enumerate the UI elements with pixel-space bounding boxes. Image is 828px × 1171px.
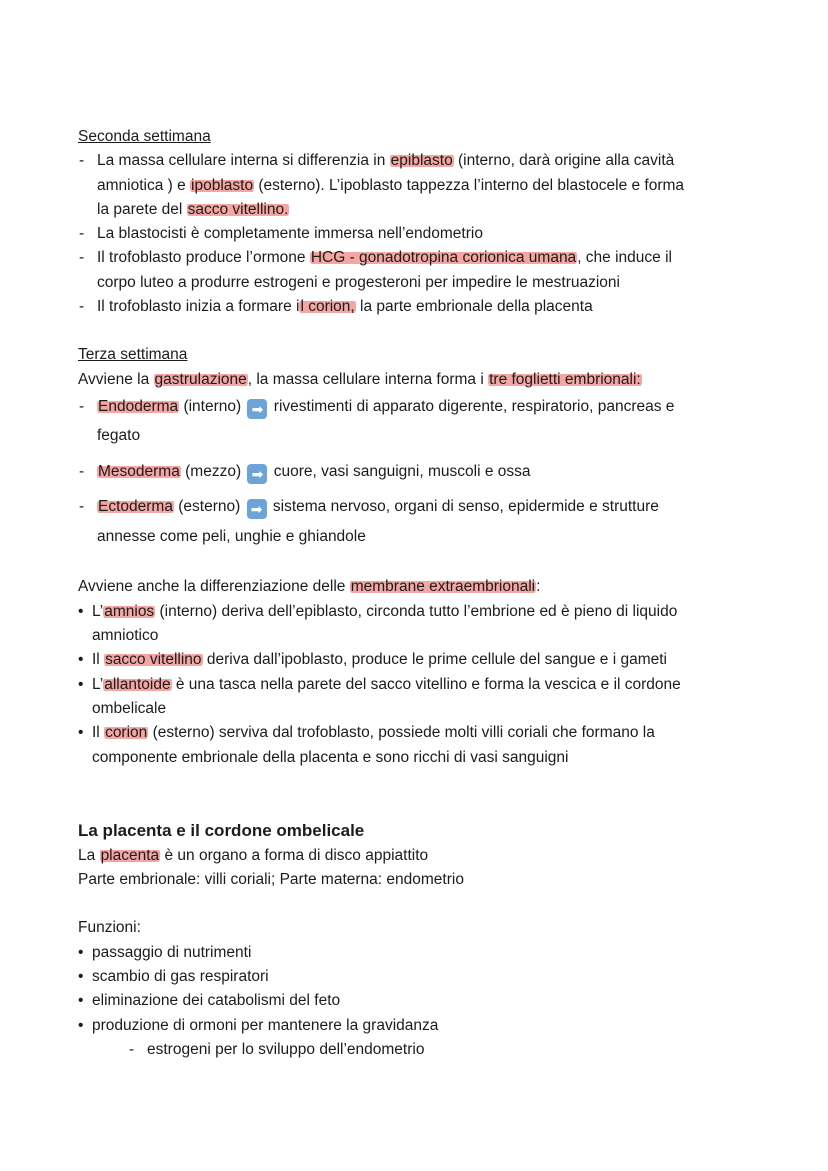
list-item-mesoderma: - Mesoderma (mezzo) ➡ cuore, vasi sanguigni, muscoli e ossa bbox=[79, 462, 531, 482]
highlight: HCG - gonadotropina corionica umana bbox=[310, 249, 577, 267]
document-page bbox=[78, 125, 758, 1062]
section-title-seconda-settimana: Seconda settimana bbox=[78, 128, 211, 145]
list-item: • Il sacco vitellino deriva dall’ipoblasto, produce le prime cellule del sangue e i gameti bbox=[78, 651, 667, 669]
highlight: membrane extraembrionali bbox=[350, 578, 536, 596]
list-item: • eliminazione dei catabolismi del feto bbox=[78, 992, 341, 1010]
highlight: corion bbox=[105, 724, 148, 742]
list-item: • L’amnios (interno) deriva dell’epiblasto, circonda tutto l’embrione ed è pieno di liquido amniotico bbox=[78, 602, 678, 645]
section-title-placenta: La placenta e il cordone ombelicale bbox=[78, 820, 365, 840]
list-item: - La blastocisti è completamente immersa nell’endometrio bbox=[79, 225, 483, 243]
highlight: l corion, bbox=[300, 298, 355, 316]
highlight: allantoide bbox=[104, 675, 171, 693]
list-item: • Il corion (esterno) serviva dal trofoblasto, possiede molti villi coriali che formano la componente embrionale della placenta e sono ricchi di vasi sanguigni bbox=[78, 724, 655, 766]
paragraph: Avviene la gastrulazione, la massa cellulare interna forma i tre foglietti embrionali: bbox=[78, 370, 641, 388]
right-arrow-icon: ➡ bbox=[247, 399, 267, 419]
right-arrow-icon: ➡ bbox=[247, 464, 267, 484]
list-item: - Il trofoblasto produce l’ormone HCG - gonadotropina corionica umana, che induce il corpo luteo a produrre estrogeni e progesteroni per impedire le mestruazioni bbox=[79, 249, 672, 291]
list-item-ectoderma: - Ectoderma (esterno) ➡ sistema nervoso, organi di senso, epidermide e strutture annesse come peli, unghie e ghiandole bbox=[79, 498, 659, 545]
list-item: • L’allantoide è una tasca nella parete del sacco vitellino e forma la vescica e il cordone ombelicale bbox=[78, 675, 681, 717]
paragraph: La placenta è un organo a forma di disco appiattito bbox=[78, 846, 429, 864]
list-item-endoderma: - Endoderma (interno) ➡ rivestimenti di apparato digerente, respiratorio, pancreas e fegato bbox=[79, 397, 675, 445]
paragraph: Avviene anche la differenziazione delle membrane extraembrionali: bbox=[78, 578, 541, 596]
section-title-terza-settimana: Terza settimana bbox=[78, 346, 188, 364]
highlight: Mesoderma bbox=[98, 462, 180, 480]
paragraph: Parte embrionale: villi coriali; Parte materna: endometrio bbox=[78, 871, 464, 889]
highlight: tre foglietti embrionali: bbox=[489, 370, 641, 388]
highlight: sacco vitellino. bbox=[187, 200, 289, 218]
list-item: • scambio di gas respiratori bbox=[78, 968, 269, 986]
highlight: gastrulazione bbox=[154, 370, 247, 388]
highlight: amnios bbox=[104, 602, 155, 620]
list-item: • produzione di ormoni per mantenere la gravidanza bbox=[78, 1016, 439, 1034]
highlight: ipoblasto bbox=[191, 176, 254, 194]
list-item: • passaggio di nutrimenti bbox=[78, 943, 252, 961]
highlight: Endoderma bbox=[98, 397, 179, 415]
list-item: - La massa cellulare interna si differenzia in epiblasto (interno, darà origine alla cavità amniotica ) e ipoblasto (esterno). L’ipoblasto tappezza l’interno del blastocele e forma la parete del sacco vitellino. bbox=[79, 152, 685, 218]
sub-list-item: - estrogeni per lo sviluppo dell’endometrio bbox=[129, 1040, 425, 1058]
highlight: Ectoderma bbox=[98, 498, 173, 516]
list-item: - Il trofoblasto inizia a formare il corion, la parte embrionale della placenta bbox=[79, 298, 593, 316]
funzioni-label: Funzioni: bbox=[78, 919, 141, 937]
highlight: epiblasto bbox=[390, 152, 453, 170]
highlight: sacco vitellino bbox=[105, 651, 202, 669]
right-arrow-icon: ➡ bbox=[247, 499, 267, 519]
highlight: placenta bbox=[100, 846, 160, 864]
